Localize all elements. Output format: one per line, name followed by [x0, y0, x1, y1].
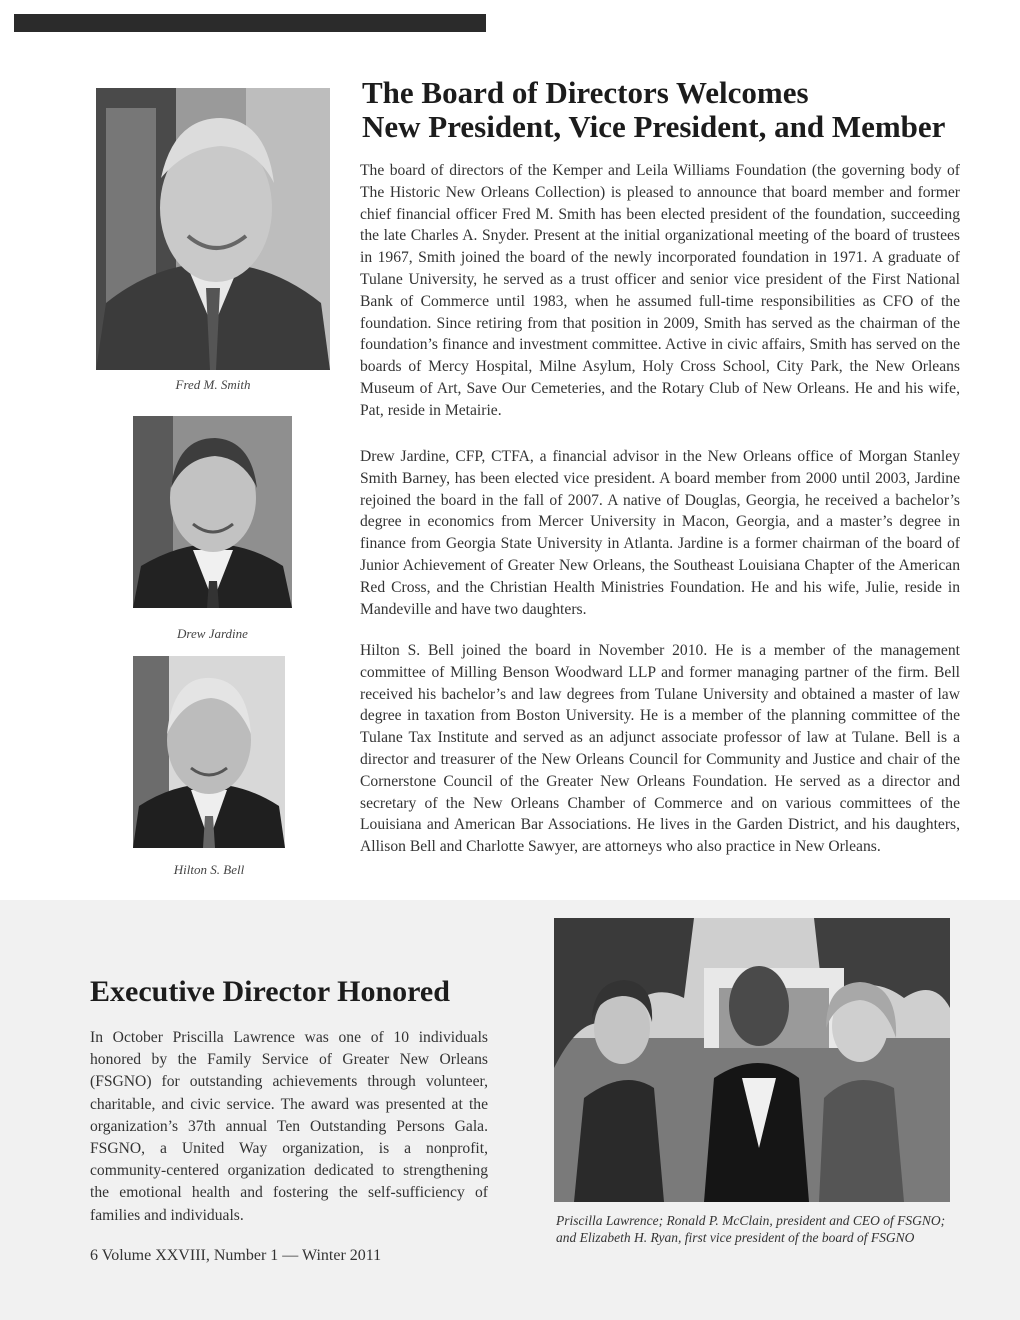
- paragraph-drew-jardine: Drew Jardine, CFP, CTFA, a financial advisor in the New Orleans office of Morgan Stanley Smith Barney, has been elected vice president. A board member from 2000 until 2003, Jardine rejoined the board in the fall of 2007. A native of Douglas, Georgia, he received a bachelor’s degree in economics from Mercer University in Macon, Georgia, and a master’s degree in finance from Georgia State University in Atlanta. Jardine is a former chairman of the board of Junior Achievement of Greater New Orleans, the Southeast Louisiana Chapter of the American Red Cross, and the Christian Health Ministries Foundation. He and his wife, Julie, reside in Mandeville and have two daughters.: [360, 448, 960, 618]
- board-headline: [362, 76, 982, 144]
- header-bar: [14, 14, 486, 32]
- paragraph-fred-smith: The board of directors of the Kemper and Leila Williams Foundation (the governing body of The Historic New Orleans Collection) is pleased to announce that board member and former chief financial officer Fred M. Smith has been elected president of the foundation, succeeding the late Charles A. Snyder. Present at the initial organizational meeting of the board of trustees in 1967, Smith joined the board of the newly incorporated foundation in 1971. A graduate of Tulane University, he served as a trust officer and senior vice president of the First National Bank of Commerce until 1983, when he assumed full-time responsibilities as CFO of the foundation. Since retiring from that position in 2009, Smith has served as the chairman of the foundation’s finance and investment committee. Active in civic affairs, Smith has served on the boards of Mercy Hospital, Milne Asylum, Holy Cross School, City Park, the New Orleans Museum of Art, Save Our Cemeteries, and the Rotary Club of New Orleans. He and his wife, Pat, reside in Metairie.: [360, 162, 960, 419]
- caption-hilton-bell: Hilton S. Bell: [173, 862, 245, 877]
- gala-group-photo: [554, 918, 950, 1202]
- portrait-fred-smith: [96, 88, 330, 370]
- paragraph-hilton-bell: Hilton S. Bell joined the board in November 2010. He is a member of the management committee of Milling Benson Woodward LLP and former managing partner of the firm. Bell received his bachelor’s and law degrees from Tulane University and obtained a master of law degree in taxation from Boston University. He is a member of the planning committee of the Tulane Tax Institute and served as an adjunct associate professor of law at Tulane. Bell is a director and treasurer of the New Orleans Council for Community and Justice and chair of the Cornerstone Council of the Greater New Orleans Foundation. He served as a director and secretary of the New Orleans Chamber of Commerce and on various committees of the Louisiana and American Bar Associations. He lives in the Garden District, and his daughters, Allison Bell and Charlotte Sawyer, are attorneys who also practice in New Orleans.: [360, 642, 960, 856]
- page-footer: 6 Volume XXVIII, Number 1 — Winter 2011: [90, 1247, 382, 1264]
- gala-photo-caption: [556, 1212, 956, 1246]
- gala-caption-line-1: Priscilla Lawrence; Ronald P. McClain, president and CEO of FSGNO;: [556, 1213, 946, 1228]
- portrait-drew-jardine: [133, 416, 292, 608]
- headline-line-1: The Board of Directors Welcomes: [362, 75, 809, 110]
- caption-drew-jardine: Drew Jardine: [177, 626, 248, 641]
- exec-body: In October Priscilla Lawrence was one of 10 individuals honored by the Family Service of Greater New Orleans (FSGNO) for outstanding achievements through volunteer, charitable, and civic service. The award was presented at the organization’s 37th annual Ten Outstanding Persons Gala. FSGNO, a United Way organization, is a nonprofit, community-centered organization dedicated to strengthening the emotional health and fostering the self-sufficiency of families and individuals.: [90, 1029, 488, 1224]
- gala-caption-line-2: and Elizabeth H. Ryan, first vice president of the board of FSGNO: [556, 1230, 915, 1245]
- portrait-hilton-bell: [133, 656, 285, 848]
- exec-title: Executive Director Honored: [90, 975, 450, 1008]
- caption-fred-smith: Fred M. Smith: [175, 377, 251, 392]
- headline-line-2: New President, Vice President, and Member: [362, 109, 946, 144]
